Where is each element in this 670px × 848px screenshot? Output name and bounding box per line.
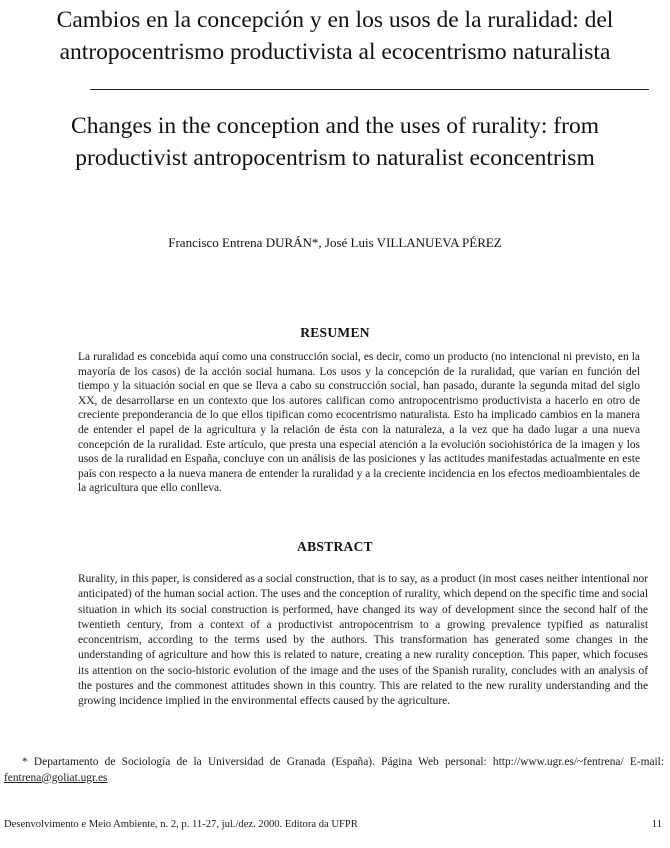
resumen-body: La ruralidad es concebida aquí como una construcción social, es decir, como un producto (no intencional ni previsto, en la mayoría de los casos) de la acción social humana. Los usos y la concepción de la ruralidad, que varían en función del tiempo y la situación social en que se lleva a cabo su construcción social, han pasado, durante la segunda mitad del siglo XX, de desarrollarse en un contexto que los autores califican como antropocentrismo productivista a hacerlo en otro de creciente preponderancia de lo que ellos tipifican como ecocentrismo naturalista. Esto ha implicado cambios en la manera de entender el papel de la agricultura y la relación de ésta con la naturaleza, a la vez que ha dado lugar a una nueva concepción de la ruralidad. Este artículo, que presta una especial atención a la evolución sociohistórica de la imagen y los usos de la ruralidad en España, concluye con un análisis de las posiciones y las actitudes manifestadas actualmente en este país con respecto a la nueva manera de entender la ruralidad y a la creciente incidencia en los efectos medioambientales de la agricultura que ello conlleva.: [78, 351, 640, 495]
author-footnote: [4, 755, 664, 786]
authors: Francisco Entrena DURÁN*, José Luis VILLANUEVA PÉREZ: [168, 235, 502, 250]
journal-citation: Desenvolvimento e Meio Ambiente, n. 2, p. 11-27, jul./dez. 2000. Editora da UFPR: [4, 819, 358, 830]
page-number: 11: [651, 819, 662, 830]
english-title-line-1: Changes in the conception and the uses of rurality: from: [71, 113, 599, 139]
footnote-email-link[interactable]: fentrena@goliat.ugr.es: [4, 771, 108, 784]
abstract-body: Rurality, in this paper, is considered as a social construction, that is to say, as a product (in most cases neither intentional nor anticipated) of the human social action. The uses and the conception of rurality, which depend on the specific time and social situation in which its social construction is performed, have changed its way of development since the second half of the twentieth century, from a context of a productivist antropocentrism to a growing prevalence typified as naturalist econcentrism, according to the terms used by the authors. This transformation has generated some changes in the understanding of agriculture and how this is related to nature, creating a new rurality conception. This paper, which focuses its attention on the socio-historic evolution of the image and the uses of the Spanish rurality, concludes with an analysis of the postures and the commonest attitudes shown in this country. This are related to the new rurality understanding and the growing incidence implied in the environmental effects caused by the agriculture.: [78, 573, 648, 708]
abstract-heading: ABSTRACT: [297, 539, 373, 554]
footnote-text: * Departamento de Sociología de la Universidad de Granada (España). Página Web personal: http://www.ugr.es/~fentrena/ E-mail:: [22, 756, 664, 768]
english-title: [0, 110, 670, 174]
english-title-line-2: productivist antropocentrism to naturalist econcentrism: [75, 145, 595, 171]
spanish-title-line-2: antropocentrismo productivista al ecocentrismo naturalista: [59, 39, 611, 65]
spanish-title-line-1: Cambios en la concepción y en los usos de la ruralidad: del: [56, 7, 614, 33]
resumen-heading: RESUMEN: [300, 325, 370, 340]
title-divider: [90, 89, 649, 90]
spanish-title: [0, 4, 670, 68]
